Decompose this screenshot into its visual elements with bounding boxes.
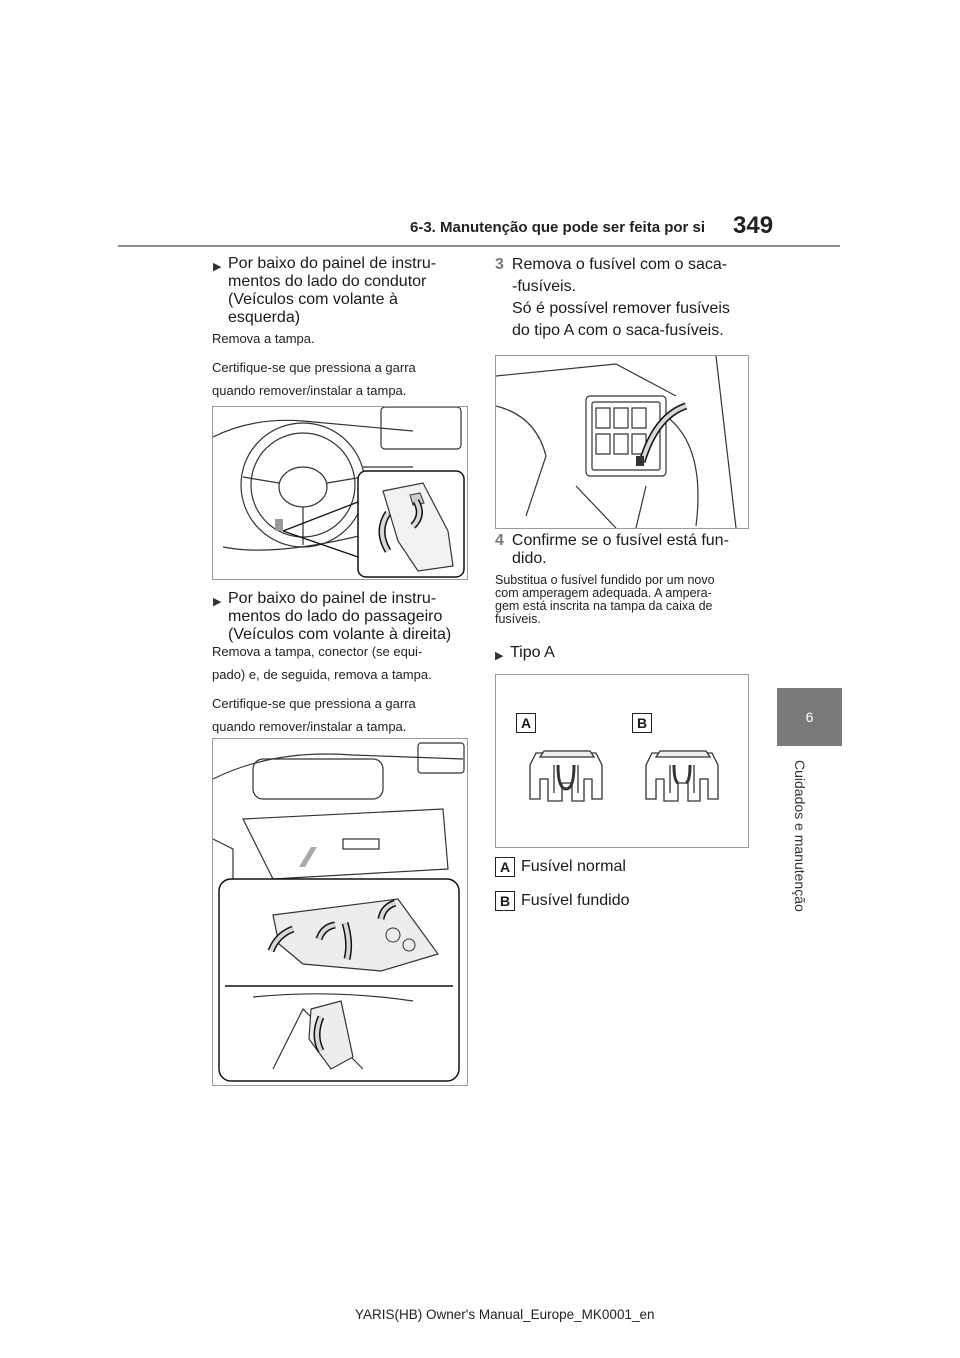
note-line: Certifique-se que pressiona a garra [212,696,416,711]
triangle-bullet-icon: ▶ [213,261,222,273]
bullet-passenger-side [213,590,473,644]
bullet-text: Tipo A [510,644,555,661]
figure-fuse-comparison [495,674,749,848]
chapter-title [792,760,814,930]
triangle-bullet-icon: ▶ [213,596,222,608]
fuse-illustration [496,675,748,847]
note-line: com amperagem adequada. A ampera- [495,586,712,600]
figure-driver-side-cover [212,406,468,580]
note-line: Remova a tampa. [212,331,315,346]
step-line: Só é possível remover fusíveis [512,300,730,317]
bullet-driver-side [213,255,468,327]
footer-text: YARIS(HB) Owner's Manual_Europe_MK0001_en [355,1307,655,1322]
driver-side-notes [212,327,472,402]
legend-key: B [495,891,515,911]
normal-fuse-icon [530,751,602,801]
legend-key: A [495,857,515,877]
dashboard-illustration [213,407,467,579]
fuse-label-b: B [632,713,652,733]
note-line: Remova a tampa, conector (se equi- [212,644,423,659]
note-line: Certifique-se que pressiona a garra [212,360,416,375]
passenger-side-notes [212,640,482,738]
note-line: pado) e, de seguida, remova a tampa. [212,667,432,682]
figure-passenger-side-cover [212,738,468,1086]
bullet-line: Por baixo do painel de instru- [228,255,437,272]
bullet-type-a [495,644,555,662]
note-line: Substitua o fusível fundido por um novo [495,573,715,587]
step-line: -fusíveis. [512,278,577,295]
legend-b [495,891,630,911]
chapter-number: 6 [805,709,814,725]
page-number: 349 [733,212,774,239]
triangle-bullet-icon: ▶ [495,650,504,662]
note-line: quando remover/instalar a tampa. [212,383,407,398]
figure-fuse-puller [495,355,749,529]
chapter-title-text: Cuidados e manutenção [792,760,808,912]
blown-fuse-icon [646,751,718,801]
fuse-box-illustration [496,356,748,528]
step-line: Remova o fusível com o saca- [511,256,728,273]
glovebox-illustration [213,739,467,1085]
note-line: fusíveis. [495,612,541,626]
bullet-line: mentos do lado do passageiro [228,608,443,625]
legend-text: Fusível fundido [521,892,630,910]
note-line: quando remover/instalar a tampa. [212,719,407,734]
bullet-line: Por baixo do painel de instru- [228,590,437,607]
bullet-line: (Veículos com volante à [228,291,398,308]
legend-a [495,857,626,877]
fuse-label-a: A [516,713,536,733]
step-4 [495,532,775,568]
step-4-notes [495,574,765,626]
chapter-tab [777,688,842,746]
step-number: 4 [495,532,504,549]
bullet-line: (Veículos com volante à direita) [228,626,452,643]
bullet-line: esquerda) [228,309,301,326]
step-line: do tipo A com o saca-fusíveis. [512,322,724,339]
step-line: Confirme se o fusível está fun- [511,532,729,549]
legend-text: Fusível normal [521,858,626,876]
step-3 [495,254,775,342]
step-line: dido. [512,550,547,567]
bullet-line: mentos do lado do condutor [228,273,427,290]
note-line: gem está inscrita na tampa da caixa de [495,599,713,613]
header-divider [118,245,840,247]
step-number: 3 [495,256,504,273]
section-title: 6-3. Manutenção que pode ser feita por si [410,219,706,236]
